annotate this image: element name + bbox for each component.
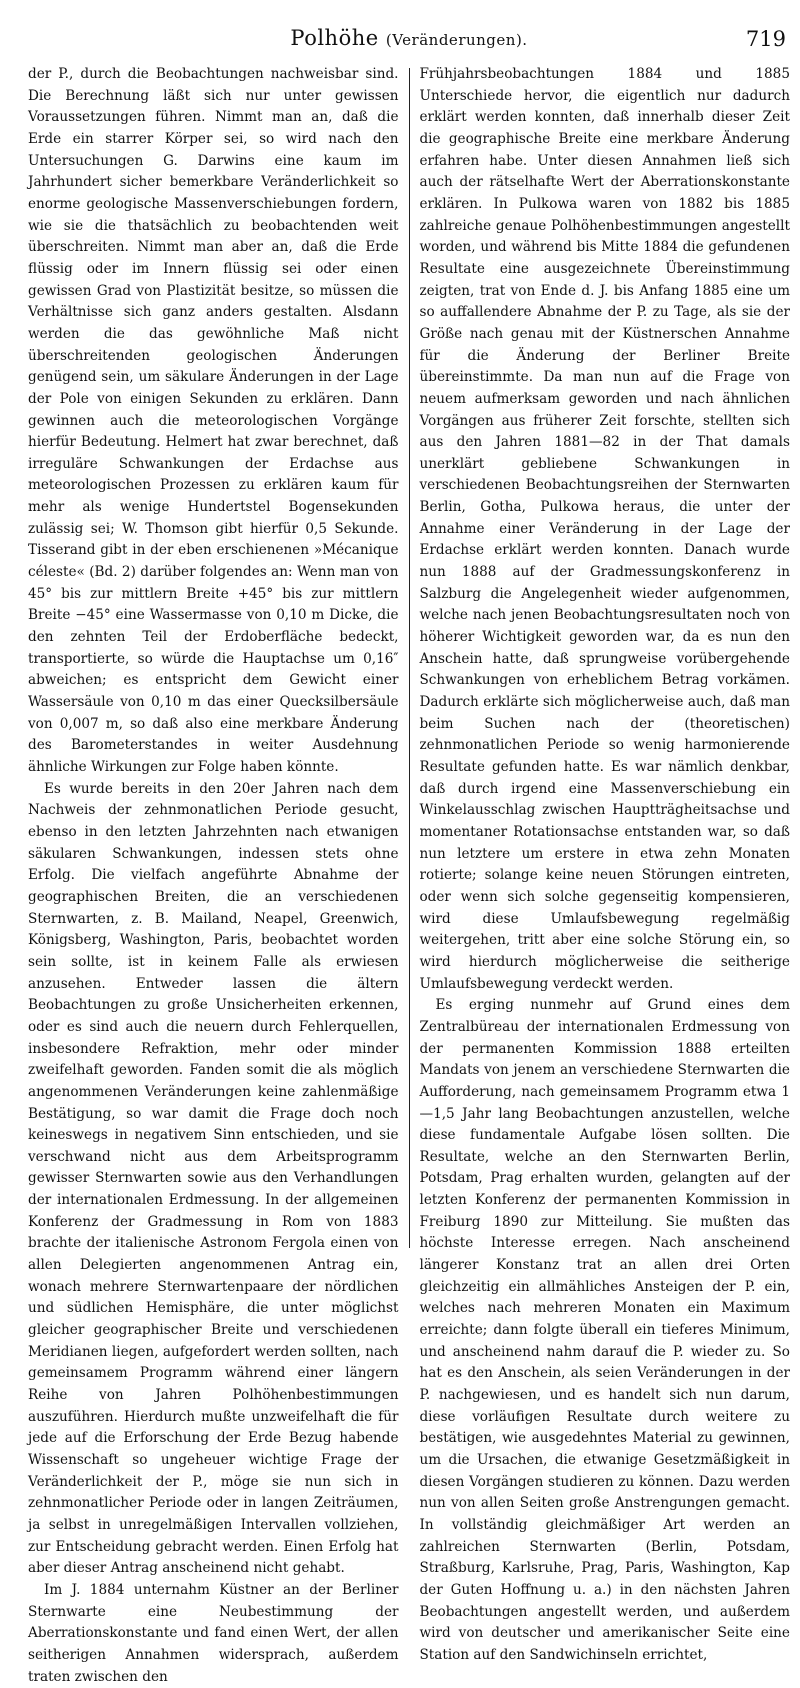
page-number: 719 bbox=[745, 27, 786, 51]
left-column bbox=[28, 64, 399, 1685]
text-columns bbox=[28, 64, 790, 1685]
right-column bbox=[419, 64, 790, 1663]
header-title: Polhöhe bbox=[290, 26, 379, 50]
column-divider bbox=[409, 68, 410, 1248]
paragraph: Im J. 1884 unternahm Küstner an der Berliner Sternwarte eine Neubestimmung der Aberrationskonstante und fand einen Wert, der allen seitherigen Annahmen widersprach, außerdem traten zwischen den bbox=[28, 1581, 399, 1685]
paragraph: Frühjahrsbeobachtungen 1884 und 1885 Unterschiede hervor, die eigentlich nur dadurch erklärt werden konnten, daß innerhalb dieser Zeit die geographische Breite eine merkbare Änderung erfahren habe. Unter diesen Annahmen ließ sich auch der rätselhafte Wert der Aberrationskonstante erklären. In Pulkowa waren von 1882 bis 1885 zahlreiche genaue Polhöhenbestimmungen angestellt worden, und während bis Mitte 1884 die gefundenen Resultate eine ausgezeichnete Übereinstimmung zeigten, trat von Ende d. J. bis Anfang 1885 eine um so auffallendere Abnahme der P. zu Tage, als sie der Größe nach genau mit der Küstnerschen Annahme für die Änderung der Berliner Breite übereinstimmte. Da man nun auf die Frage von neuem aufmerksam geworden und nach ähnlichen Vorgängen aus früherer Zeit forschte, stellten sich aus den Jahren 1881—82 in der That damals unerklärt gebliebene Schwankungen in verschiedenen Beobachtungsreihen der Sternwarten Berlin, Gotha, Pulkowa heraus, die unter der Annahme einer Veränderung in der Lage der Erdachse erklärt werden konnten. Danach wurde nun 1888 auf der Gradmessungskonferenz in Salzburg die Angelegenheit wieder aufgenommen, welche nach jenen Beobachtungsresultaten noch von höherer Wichtigkeit geworden war, da es nun den Anschein hatte, daß sprungweise vorübergehende Schwankungen von erheblichem Betrag vorkämen. Dadurch erklärte sich möglicherweise auch, daß man beim Suchen nach der (theoretischen) zehnmonatlichen Periode so wenig harmonierende Resultate gefunden hatte. Es war nämlich denkbar, daß durch irgend eine Massenverschiebung ein Winkelausschlag zwischen Hauptträgheitsachse und momentaner Rotationsachse entstanden war, so daß nun letztere um erstere in etwa zehn Monaten rotierte; solange keine neuen Störungen eintreten, oder wenn sich solche gegenseitig kompensieren, wird diese Umlaufsbewegung regelmäßig weitergehen, tritt aber eine solche Störung ein, so wird hierdurch möglicherweise die seitherige Umlaufsbewegung verdeckt werden. bbox=[419, 66, 790, 992]
paragraph: der P., durch die Beobachtungen nachweisbar sind. Die Berechnung läßt sich nur unter gewissen Voraussetzungen führen. Nimmt man an, daß die Erde ein starrer Körper sei, so wird nach den Untersuchungen G. Darwins eine kaum im Jahrhundert sicher bemerkbare Veränderlichkeit so enorme geologische Massenverschiebungen fordern, wie sie die thatsächlich zu beobachtenden weit überschreiten. Nimmt man aber an, daß die Erde flüssig oder im Innern flüssig sei oder einen gewissen Grad von Plastizität besitze, so müssen die Verhältnisse sich ganz anders gestalten. Alsdann werden die das gewöhnliche Maß nicht überschreitenden geologischen Änderungen genügend sein, um säkulare Änderungen in der Lage der Pole von einigen Sekunden zu erklären. Dann gewinnen auch die meteorologischen Vorgänge hierfür Bedeutung. Helmert hat zwar berechnet, daß irreguläre Schwankungen der Erdachse aus meteorologischen Prozessen zu erklären kaum für mehr als wenige Hundertstel Bogensekunden zulässig sei; W. Thomson gibt hierfür 0,5 Sekunde. Tisserand gibt in der eben erschienenen »Mécanique céleste« (Bd. 2) darüber folgendes an: Wenn man von 45° bis zur mittlern Breite +45° bis zur mittlern Breite −45° eine Wassermasse von 0,10 m Dicke, die den zehnten Teil der Erdoberfläche bedeckt, transportierte, so würde die Hauptachse um 0,16″ abweichen; es entspricht dem Gewicht einer Wassersäule von 0,10 m das einer Quecksilbersäule von 0,007 m, so daß also eine merkbare Änderung des Barometerstandes in weiter Ausdehnung ähnliche Wirkungen zur Folge haben könnte. bbox=[28, 66, 399, 775]
running-title bbox=[28, 26, 790, 50]
running-header bbox=[28, 26, 790, 60]
paragraph: Es erging nunmehr auf Grund eines dem Zentralbüreau der internationalen Erdmessung von der permanenten Kommission 1888 erteilten Mandats von jenem an verschiedene Sternwarten die Aufforderung, nach gemeinsamem Programm etwa 1—1,5 Jahr lang Beobachtungen anzustellen, welche diese fundamentale Aufgabe lösen sollten. Die Resultate, welche an den Sternwarten Berlin, Potsdam, Prag erhalten wurden, gelangten auf der letzten Konferenz der permanenten Kommission in Freiburg 1890 zur Mitteilung. Sie mußten das höchste Interesse erregen. Nach anscheinend längerer Konstanz trat an allen drei Orten gleichzeitig ein allmähliches Ansteigen der P. ein, welches nach mehreren Monaten ein Maximum erreichte; dann folgte überall ein tieferes Minimum, und anscheinend nahm darauf die P. wieder zu. So hat es den Anschein, als seien Veränderungen in der P. nachgewiesen, und es handelt sich nun darum, diese vorläufigen Resultate durch weitere zu bestätigen, wie ausgedehntes Material zu gewinnen, um die Ursachen, die etwanige Gesetzmäßigkeit in diesen Vorgängen studieren zu können. Dazu werden nun von allen Seiten große Anstrengungen gemacht. In vollständig gleichmäßiger Art werden an zahlreichen Sternwarten (Berlin, Potsdam, Straßburg, Karlsruhe, Prag, Paris, Washington, Kap der Guten Hoffnung u. a.) in den nächsten Jahren Beobachtungen angestellt werden, und außerdem wird von deutscher und amerikanischer Seite eine Station auf den Sandwichinseln errichtet, bbox=[419, 997, 790, 1663]
header-subtitle: (Veränderungen). bbox=[385, 31, 528, 49]
paragraph: Es wurde bereits in den 20er Jahren nach dem Nachweis der zehnmonatlichen Periode gesucht, ebenso in den letzten Jahrzehnten nach etwanigen säkularen Schwankungen, indessen stets ohne Erfolg. Die vielfach angeführte Abnahme der geographischen Breiten, die an verschiedenen Sternwarten, z. B. Mailand, Neapel, Greenwich, Königsberg, Washington, Paris, beobachtet worden sein sollte, ist in keinem Falle als erwiesen anzusehen. Entweder lassen die ältern Beobachtungen zu große Unsicherheiten erkennen, oder es sind auch die neuern durch Fehlerquellen, insbesondere Refraktion, mehr oder minder zweifelhaft geworden. Fanden somit die als möglich angenommenen Veränderungen keine zahlenmäßige Bestätigung, so war damit die Frage doch noch keineswegs in negativem Sinn entschieden, und sie verschwand nicht aus dem Arbeitsprogramm gewisser Sternwarten sowie aus den Verhandlungen der internationalen Erdmessung. In der allgemeinen Konferenz der Gradmessung in Rom von 1883 brachte der italienische Astronom Fergola einen von allen Delegierten angenommenen Antrag ein, wonach mehrere Sternwartenpaare der nördlichen und südlichen Hemisphäre, die unter möglichst gleicher geographischer Breite und verschiedenen Meridianen liegen, aufgefordert werden sollten, nach gemeinsamem Programm während einer längern Reihe von Jahren Polhöhenbestimmungen auszuführen. Hierdurch mußte unzweifelhaft die für jede auf die Erforschung der Erde Bezug habende Wissenschaft so ungeheuer wichtige Frage der Veränderlichkeit der P., möge sie nun sich in zehnmonatlicher Periode oder in langen Zeiträumen, ja selbst in unregelmäßigen Intervallen vollziehen, zur Entscheidung gebracht werden. Einen Erfolg hat aber dieser Antrag anscheinend nicht gehabt. bbox=[28, 780, 399, 1577]
